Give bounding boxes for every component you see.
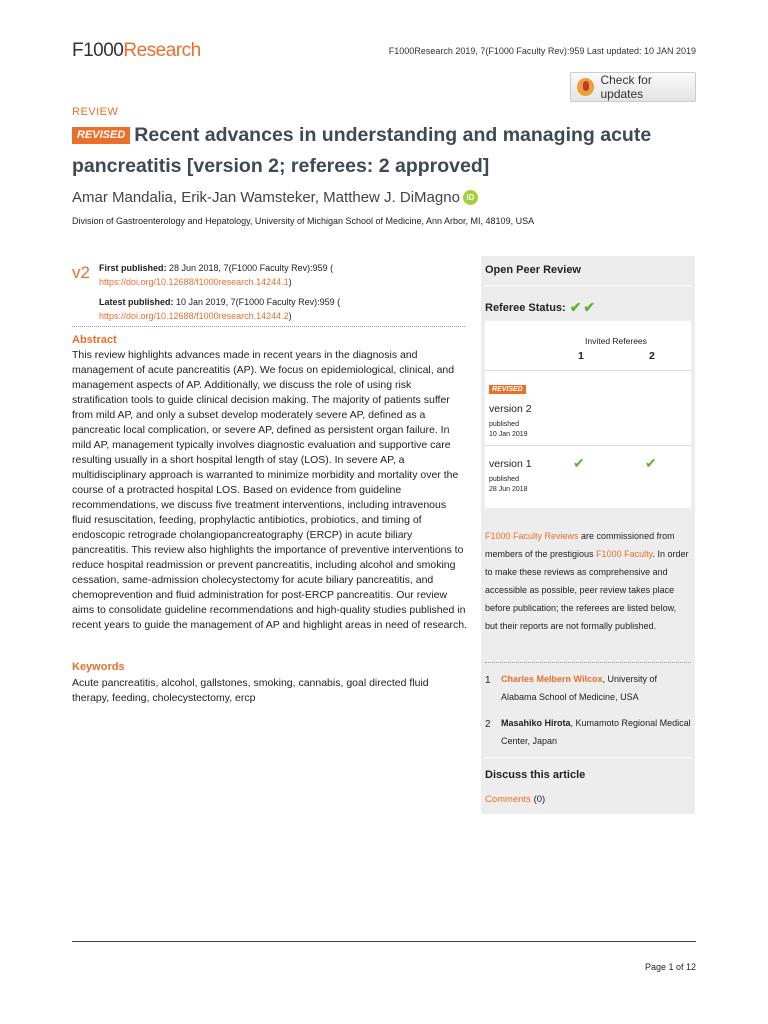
authors (72, 189, 478, 206)
article-type: REVIEW (72, 106, 119, 118)
version-2-date: 10 Jan 2019 (489, 431, 528, 438)
abstract-text: This review highlights advances made in recent years in the diagnosis and management of acute pancreatitis (AP). We focus on epidemiological, clinical, and management aspects of AP. Additionally, we discuss the role of using risk stratification tools to guide clinical decision making. The majority of patients suffer from mild AP, and only a subset develop moderately severe AP, defined as a pancreatic local complication, or severe AP, defined as persistent organ failure. In mild AP, management typically involves diagnostic evaluation and supportive care resulting usually in a short hospital length of stay (LOS). In severe AP, a multidisciplinary approach is warranted to minimize morbidity and mortality over the course of a protracted hospital LOS. Based on evidence from guideline recommendations, we discuss five treatment interventions, including intravenous fluid resuscitation, feeding, prophylactic antibiotics, probiotics, and timing of endoscopic retrograde cholangiopancreatography (ERCP) in acute biliary pancreatitis. This review also highlights the importance of preventive interventions to reduce hospital readmission or prevent pancreatitis, including alcohol and smoking cessation, same-admission cholecystectomy for acute biliary pancreatitis, and chemoprevention and fluid administration for post-ERCP pancreatitis. Our review aims to consolidate guideline recommendations and high-quality studies published in recent years to guide the management of AP and highlight areas in need of research. (72, 349, 467, 631)
referee-status (485, 299, 597, 316)
abstract-heading: Abstract (72, 334, 117, 346)
check-for-updates-button[interactable] (570, 72, 696, 102)
latest-published-close: ) (288, 311, 292, 321)
panel-dotted-divider (485, 662, 691, 663)
latest-published-text: 10 Jan 2019, 7(F1000 Faculty Rev):959 ( (176, 297, 341, 307)
f1000research-logo[interactable] (72, 40, 201, 62)
affiliation: Division of Gastroenterology and Hepatology, University of Michigan School of Medicine, Ann Arbor, MI, 48109, USA (72, 216, 535, 226)
version-1-link[interactable]: version 1 (489, 458, 532, 470)
referee-1-name-link[interactable]: Charles Melbern Wilcox (501, 674, 603, 684)
header-citation: F1000Research 2019, 7(F1000 Faculty Rev):959 Last updated: 10 JAN 2019 (388, 46, 696, 56)
first-published (99, 261, 467, 289)
referee-2-number: 2 (485, 719, 491, 730)
panel-divider (485, 757, 691, 758)
approved-checks-icon: ✔✔ (569, 299, 598, 315)
discuss-heading: Discuss this article (485, 769, 586, 781)
version-1-published: published (489, 476, 519, 483)
comments-count: (0) (530, 794, 546, 805)
first-published-close: ) (288, 277, 292, 287)
referee-1 (485, 670, 691, 706)
version-2-published: published (489, 421, 519, 428)
latest-published-label: Latest published: (99, 297, 174, 307)
panel-divider (485, 285, 691, 286)
referee-2-name: Masahiko Hirota (501, 718, 571, 728)
latest-published (99, 295, 467, 323)
referee-1-approved-icon[interactable]: ✔ (573, 455, 585, 471)
keywords-text: Acute pancreatitis, alcohol, gallstones, smoking, cannabis, goal directed fluid therapy, feeding, cholecystectomy, ercp (72, 677, 429, 704)
crossmark-icon (577, 78, 594, 96)
first-published-label: First published: (99, 263, 167, 273)
comments (485, 794, 545, 805)
table-divider (485, 445, 691, 446)
referee-table (485, 321, 691, 508)
orcid-icon[interactable]: iD (463, 190, 478, 205)
article-title (72, 120, 702, 182)
divider (72, 326, 465, 327)
referee-1-number: 1 (485, 675, 491, 686)
faculty-reviews-description (485, 527, 691, 635)
logo-prefix: F1000 (72, 40, 124, 61)
referee-2-affiliation: , Kumamoto Regional Medical Center, Japan (501, 718, 691, 746)
open-peer-review-heading: Open Peer Review (485, 264, 581, 276)
first-published-text: 28 Jun 2018, 7(F1000 Faculty Rev):959 ( (169, 263, 334, 273)
f1000-faculty-reviews-link[interactable]: F1000 Faculty Reviews (485, 531, 579, 541)
article-title-text: Recent advances in understanding and managing acute pancreatitis [version 2; referees: 2 approved] (72, 124, 652, 177)
publication-history (72, 261, 467, 323)
first-published-doi-link[interactable]: https://doi.org/10.12688/f1000research.14244.1 (99, 277, 289, 287)
referee-status-label: Referee Status: (485, 302, 566, 314)
invited-referees-label: Invited Referees (585, 336, 647, 346)
footer-divider (72, 941, 696, 942)
version-2-link[interactable]: version 2 (489, 403, 532, 415)
comments-link[interactable]: Comments (485, 794, 531, 805)
referee-col-1: 1 (578, 350, 584, 362)
referee-1-affiliation: , University of Alabama School of Medicine, USA (501, 674, 657, 702)
f1000-faculty-link[interactable]: F1000 Faculty (596, 549, 653, 559)
referee-2 (485, 714, 691, 750)
version-label: v2 (72, 263, 90, 282)
table-divider (485, 370, 691, 371)
latest-published-doi-link[interactable]: https://doi.org/10.12688/f1000research.14244.2 (99, 311, 289, 321)
referee-col-2: 2 (649, 350, 655, 362)
version-revised-badge: REVISED (489, 385, 526, 394)
description-part-2: . In order to make these reviews as comprehensive and accessible as possible, peer review takes place before publication; the referees are listed below, but their reports are not formally published. (485, 549, 689, 631)
referee-2-approved-icon[interactable]: ✔ (645, 455, 657, 471)
description-part-1: are commissioned from members of the prestigious (485, 531, 675, 559)
authors-text: Amar Mandalia, Erik-Jan Wamsteker, Matthew J. DiMagno (72, 189, 460, 206)
logo-suffix: Research (123, 40, 201, 61)
version-1-date: 28 Jun 2018 (489, 486, 528, 493)
page-number: Page 1 of 12 (644, 962, 696, 972)
revised-badge: REVISED (72, 127, 130, 144)
check-for-updates-label: Check for updates (600, 73, 652, 101)
keywords-heading: Keywords (72, 661, 125, 673)
